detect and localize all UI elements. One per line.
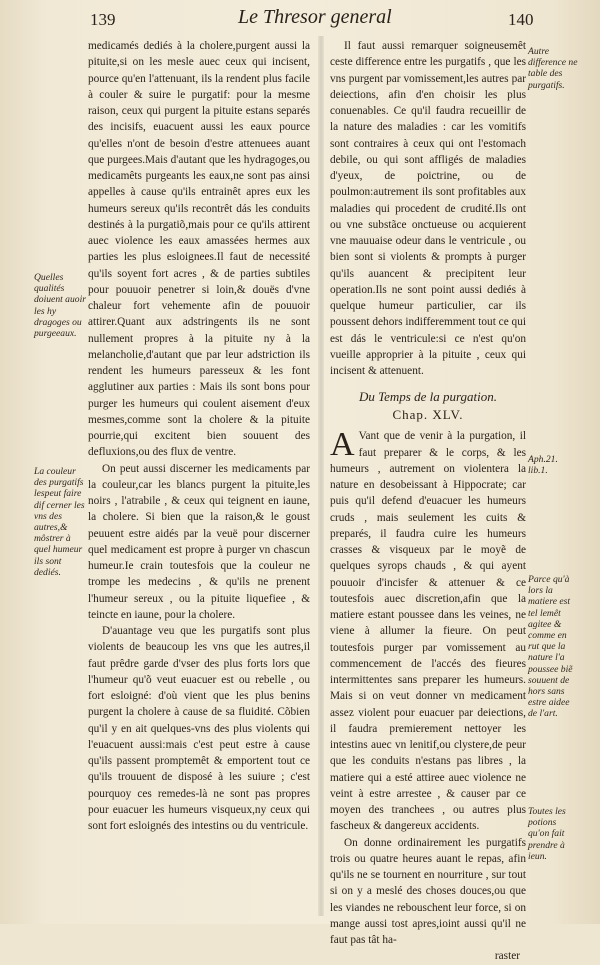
catchword: raster [494,950,520,963]
margin-note-left: La couleur des purgatifs lespeut faire dif cerner les vns des autres,& môstrer à quel humeur ils sont dediés. [34,466,85,578]
section-title: Du Temps de la purgation. [358,389,498,405]
running-title: Le Thresor general [238,6,392,28]
paragraph [330,428,526,834]
page-number-right: 140 [508,10,534,29]
page-number-left: 139 [90,10,116,29]
paragraph: D'auantage veu que les purgatifs sont plus violents de beaucoup les vns que les autres,il faut prêdre garde d'vser des plus forts lors que l'humeur qu'õ veut euacuer est ou rebelle , ou fort esloigné: d'où vient que les plus benins purgent la cholere à cause de sa fluidité. Cõbien qu'il y en ait quelques-vns des plus violents qui l'euacuent aussi:mais c'est peut estre à cause qu'ils passent promptemêt & emportent tout ce qu'ils trouuent de disposé à les suiure ; c'est pourquoy ces remedes-là ne sont pas propres pour euacuer les humeurs visqueux,ny ceux qui sont fort esloignés des intestins ou du ventricule. [88,625,310,832]
margin-note-right: Autre difference ne table des purgatifs. [528,46,578,91]
paragraph-text: Vant que de venir à la purgation, il faut preparer & le corps, & les humeurs , autrement on violentera la nature en desobeissant à Hippocrate; car puis qu'il defend d'euacuer les humeurs cruds , mais seulement les cuits & preparés, il faudra cuire les humeurs crasses & visqueux par le moyẽ de quelques syrops chauds , & qui ayent pouuoir d'incisfer & attenuer & ce toutesfois auec discretion,afin que la matiere estant poussee dans les veines, ne viene à allumer la fieure. On peut toutesfois purger par vomissement au commencement de l'accés des fieures intermittentes sans preparer les humeurs. Mais si on veut donner vn medicament assez violent pour euacuer par deiections, il faudra premierement nettoyer les intestins auec vn lenitif,ou clystere,de peur que les conduits n'estans pas libres , la matiere qui a esté attiree auec violence ne veint à estre arrestee , & causer par ce moyen des tranchees , ou autres plus fascheux & dangereux accidents. [330,430,526,833]
margin-note-right: Aph.21. lib.1. [528,454,558,477]
drop-cap: A [330,426,355,464]
right-text-column [330,38,526,965]
paragraph: Il faut aussi remarquer soigneusemêt ceste difference entre les purgatifs , que les vns purgent par vomissement,les autres par deiections, afin d'en choisir les plus conuenables. Ce qu'il faudra recueillir de la nature des maladies : car les vomitifs sont contraires à ceux qui ont l'estomach debile, ou qui sont affligés de maladies d'yeux, de poictrine, ou de poulmon:autrement ils sont profitables aux maladies qui procedent de crudité.Ils ont ou vne substãce onctueuse ou acquierent vne mauuaise odeur dans le ventricule , ou bien sont si violents & prompts à purger qu'ils auancent & precipitent leur operation.Ils ne sont point aussi dediés à quelque humeur particulier, car ils poussent dehors indifferemment tout ce qui est dás le ventricule:si ce n'est qu'on vueille approprier à la pituite , ceux qui incisent & attenuent. [330,40,526,377]
margin-note-right: Parce qu'à lors la matiere est tel lemêt agitee & comme en rut que la nature l'a poussee biẽ souuent de hors sans estre aidee de l'art. [528,574,573,720]
paragraph: medicamés dediés à la cholere,purgent aussi la pituite,si on les mesle auec ceux qui incisent, pource qu'en l'attenuant, ils la rendent plus facile à couler & suire le purgatif: pour la mesme raison, ceux qui purgent la pituite estans separés des incisifs, euacuent aussi les eaux pource qu'elles n'ont de besoin d'estre attenuees auant que purgees.Mais d'autant que les hydragoges,ou medicamêts purgeants les eaux,ne sont pas ainsi appelles à cause qu'ils entrainêt apres eux les humeurs sereux qu'ils recontrêt dás les conduits destinés à la purgatiõ,mais pour ce qu'ils attirent auec violence les eaux amassées hermes aux parties les plus esloignees.Il faut de necessité qu'ils soyent fort acres , & de parties subtiles pour pouuoir penetrer si loin,& douës d'vne chaleur fort vehemente afin de pouuoir attirer.Quant aux adstringents ils ne sont nullement propres à la pituite ny à la melancholie,d'autant que par leur adstriction ils rendent les humeurs paresseux & les font agglutiner aux parties : Mais ils sont bons pour purger les humeurs qui coulent aisement d'eux mesmes,comme sont la cholere & la pituite pourrie,qui excitent bien souuent des defluxions,ou des flux de ventre. [88,40,310,459]
margin-note-left: Quelles qualités doiuent auoir les hy dragoges ou purgeeaux. [34,272,86,340]
running-header [0,4,600,38]
paragraph: On donne ordinairement les purgatifs trois ou quatre heures auant le repas, afin qu'ils ne se tournent en nourriture , sur tout si on y a meslé des choses douces,ou que les viandes ne rebouschent leur force, si on mange aussi tost apres,ioint aussi qu'il ne faut pas tât ha- [330,836,526,946]
page-gutter [318,36,324,916]
chapter-heading: Chap. XLV. [392,407,464,423]
paragraph: On peut aussi discerner les medicaments par la couleur,car les blancs purgent la pituite,les noirs , l'atrabile , & ceux qui teignent en iaune, la cholere. Si bien que la raison,& le goust peuuent estre aidés par la veuë pour discerner quel medicament est propre à purger vn chascun humeur.Ie crain toutesfois que la couleur ne trompe les medecins , & qu'ils ne prenent l'humeur sereux , ou la pituite liquefiee , & teincte en iaune, pour la cholere. [88,462,310,621]
left-text-column [88,38,310,834]
margin-note-right: Toutes les potions qu'on fait prendre à ieun. [528,806,566,862]
